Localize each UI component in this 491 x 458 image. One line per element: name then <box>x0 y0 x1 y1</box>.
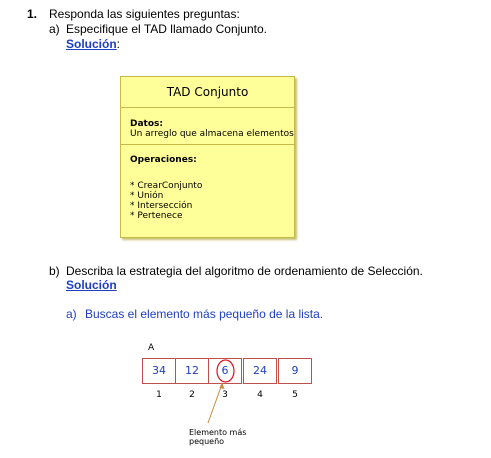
array-cell: 12 <box>175 358 209 384</box>
question-number: 1. <box>27 7 38 21</box>
solution-b-link[interactable]: Solución <box>66 278 117 292</box>
tad-op-item: * Pertenece <box>130 211 183 221</box>
highlight-circle <box>217 360 234 382</box>
annotation-line2: pequeño <box>189 437 225 446</box>
step-a-text: Buscas el elemento más pequeño de la lista. <box>85 307 324 321</box>
solution-a-link[interactable]: Solución <box>66 37 117 51</box>
tad-op-item: * Unión <box>130 191 164 201</box>
tad-datos-label: Datos: <box>130 119 163 129</box>
subquestion-a-text: Especifique el TAD llamado Conjunto. <box>66 22 267 36</box>
tad-op-item: * Intersección <box>130 201 193 211</box>
annotation-line1: Elemento más <box>189 428 247 437</box>
subquestion-a-marker: a) <box>49 22 60 36</box>
tad-op-item: * CrearConjunto <box>130 181 203 191</box>
array-cell: 24 <box>243 358 277 384</box>
solution-a-colon: : <box>116 37 121 51</box>
step-a-marker: a) <box>66 307 77 321</box>
array-index: 5 <box>292 390 298 400</box>
array-index: 4 <box>257 390 263 400</box>
tad-ops-label: Operaciones: <box>130 155 197 165</box>
tad-title: TAD Conjunto <box>166 85 249 99</box>
array-index: 3 <box>222 390 228 400</box>
array-cell-min: 6 <box>208 358 242 384</box>
array-cell: 34 <box>142 358 176 384</box>
annotation-arrow-line <box>208 384 222 423</box>
annotation-arrow-head <box>220 382 225 389</box>
array-index: 2 <box>189 390 195 400</box>
array-cell: 9 <box>278 358 312 384</box>
subquestion-b-marker: b) <box>49 264 60 278</box>
tad-datos-text: Un arreglo que almacena elementos <box>130 129 294 139</box>
subquestion-b-text: Describa la estrategia del algoritmo de ordenamiento de Selección. <box>66 264 423 278</box>
array-index: 1 <box>156 390 162 400</box>
question-text: Responda las siguientes preguntas: <box>49 7 240 21</box>
array-name: A <box>148 343 155 353</box>
